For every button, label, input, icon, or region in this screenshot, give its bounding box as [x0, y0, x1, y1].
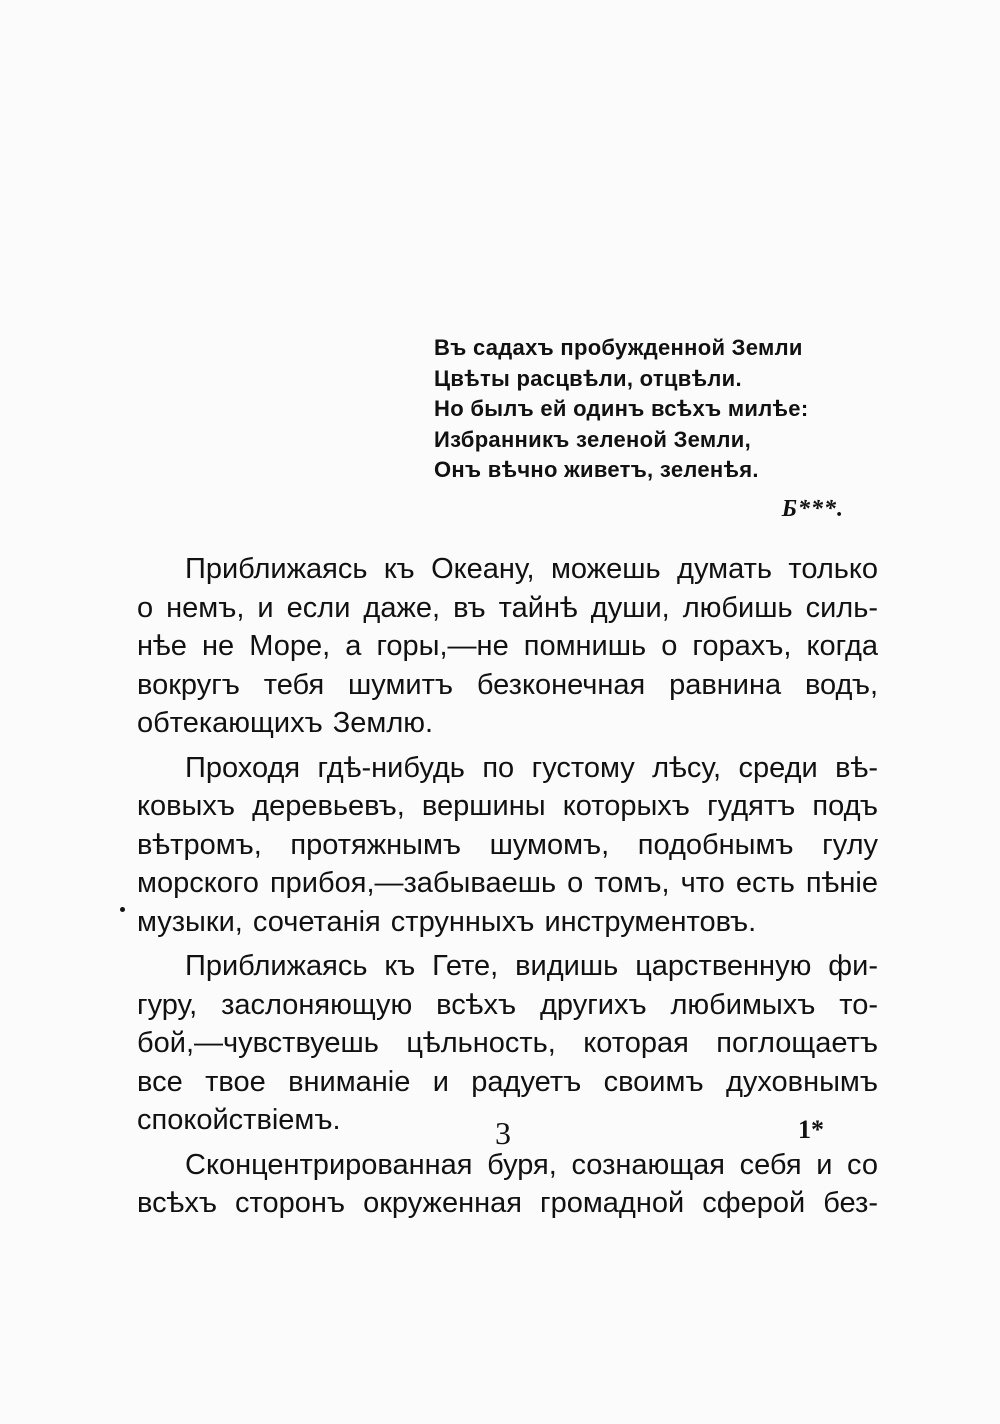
text-line: Приближаясь къ Океану, можешь думать только [185, 553, 878, 585]
text-line: о немъ, и если даже, въ тайнѣ души, любишь силь- [137, 591, 878, 624]
text-line: ковыхъ деревьевъ, вершины которыхъ гудятъ подъ [137, 790, 878, 822]
paragraph [137, 749, 878, 942]
text-line: музыки, сочетанія струнныхъ инструментовъ. [137, 905, 757, 938]
text-line: морского прибоя,—забываешь о томъ, что есть пѣніе [137, 867, 878, 899]
paragraph [137, 1146, 878, 1223]
text-line: спокойствіемъ. [137, 1104, 341, 1136]
margin-mark [120, 907, 125, 912]
epigraph-line: Цвѣты расцвѣли, отцвѣли. [434, 365, 742, 391]
paragraph [137, 550, 878, 743]
text-line: вокругъ тебя шумитъ безконечная равнина водъ, [137, 668, 878, 701]
text-line: всѣхъ сторонъ окруженная громадной сферой без- [137, 1187, 878, 1219]
text-line: Проходя гдѣ-нибудь по густому лѣсу, среди вѣ- [185, 751, 878, 784]
epigraph-line: Въ садахъ пробужденной Земли [434, 335, 803, 360]
paragraph [137, 947, 878, 1140]
epigraph-poem [434, 333, 854, 486]
printer-signature-mark: 1* [798, 1115, 824, 1144]
text-line: нѣе не Море, а горы,—не помнишь о горахъ, когда [137, 630, 878, 662]
epigraph-line: Но былъ ей одинъ всѣхъ милѣе: [434, 396, 809, 421]
text-line: бой,—чувствуешь цѣльность, которая поглощаетъ [137, 1027, 878, 1059]
epigraph-signature: Б***. [781, 496, 844, 522]
text-line: все твое вниманіе и радуетъ своимъ духовнымъ [137, 1065, 878, 1098]
epigraph-line: Онъ вѣчно живетъ, зеленѣя. [434, 457, 759, 482]
text-line: Приближаясь къ Гете, видишь царственную фи- [185, 950, 878, 982]
text-line: Сконцентрированная буря, сознающая себя и со [185, 1148, 878, 1181]
text-line: вѣтромъ, протяжнымъ шумомъ, подобнымъ гулу [137, 828, 878, 861]
page-number: 3 [495, 1115, 511, 1151]
text-line: гуру, заслоняющую всѣхъ другихъ любимыхъ то- [137, 988, 878, 1021]
epigraph-line: Избранникъ зеленой Земли, [434, 426, 752, 452]
text-line: обтекающихъ Землю. [137, 707, 434, 739]
